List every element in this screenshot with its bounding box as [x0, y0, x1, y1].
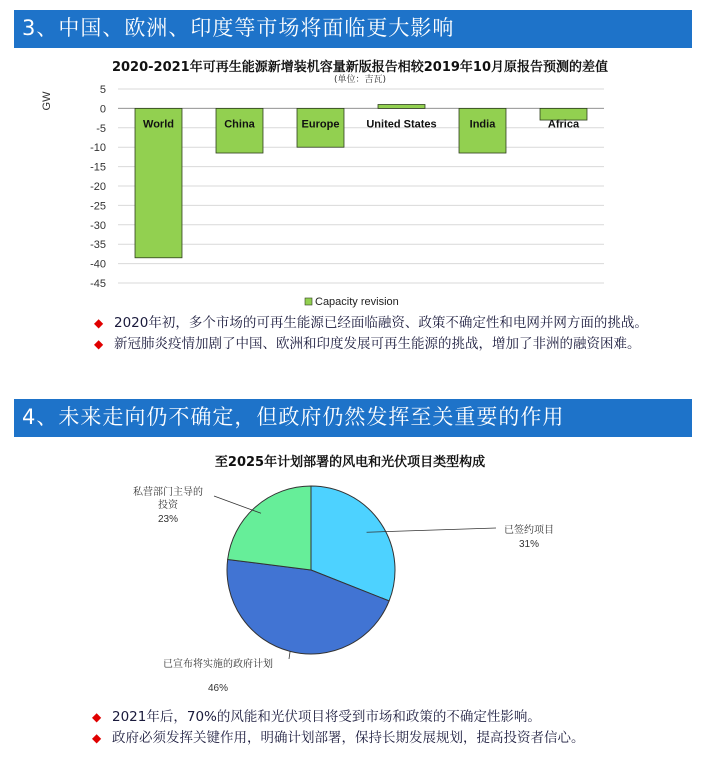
section-4-bullets — [92, 709, 652, 751]
y-tick-label: -5 — [96, 122, 106, 135]
pie-value-label: 46% — [207, 683, 229, 694]
y-tick-label: -35 — [90, 239, 106, 252]
section-3-title: 3、中国、欧洲、印度等市场将面临更大影响 — [22, 16, 455, 40]
bullet-text: 2021年后，70%的风能和光伏项目将受到市场和政策的不确定性影响。 — [112, 709, 541, 725]
y-tick-label: -20 — [90, 181, 106, 193]
pie-value-label: 23% — [157, 514, 179, 525]
bar-chart-subtitle: (单位：吉瓦) — [333, 75, 387, 85]
y-axis-label: GW — [41, 91, 53, 111]
pie-label: 已签约项目 — [504, 525, 554, 536]
pie-label: 私营部门主导的 — [133, 487, 203, 498]
pie-label: 已宣布将实施的政府计划 — [163, 659, 273, 670]
leader-line — [289, 651, 290, 659]
bar-chart-title: 2020-2021年可再生能源新增装机容量新版报告相较2019年10月原报告预测的差值 — [111, 60, 609, 75]
y-tick-label: 5 — [99, 84, 106, 96]
y-tick-label: -40 — [90, 258, 106, 271]
y-tick-label: 0 — [99, 103, 106, 116]
bar — [216, 108, 263, 153]
diamond-bullet-icon: ◆ — [92, 731, 102, 745]
y-tick-label: -15 — [90, 161, 106, 174]
bullet-text: 2020年初，多个市场的可再生能源已经面临融资、政策不确定性和电网并网方面的挑战。 — [114, 315, 648, 331]
category-label: World — [143, 118, 174, 131]
bar-chart — [0, 0, 703, 320]
diamond-bullet-icon: ◆ — [94, 337, 104, 351]
bullet-text: 新冠肺炎疫情加剧了中国、欧洲和印度发展可再生能源的挑战，增加了非洲的融资困难。 — [114, 336, 641, 352]
leader-line — [214, 496, 261, 513]
pie-slice — [227, 559, 389, 654]
pie-slice — [228, 486, 311, 570]
section-4-title: 4、未来走向仍不确定，但政府仍然发挥至关重要的作用 — [22, 405, 565, 429]
pie-slice — [311, 486, 395, 601]
bullet-item — [94, 336, 654, 353]
pie-value-label: 31% — [518, 539, 540, 550]
bar — [135, 108, 182, 257]
category-label: India — [469, 118, 496, 131]
legend-label: Capacity revision — [315, 296, 399, 308]
legend-swatch — [305, 298, 312, 305]
y-tick-label: -30 — [90, 219, 106, 232]
diamond-bullet-icon: ◆ — [92, 710, 102, 724]
bullet-text: 政府必须发挥关键作用，明确计划部署，保持长期发展规划，提高投资者信心。 — [112, 730, 585, 746]
diamond-bullet-icon: ◆ — [94, 316, 104, 330]
category-label: Europe — [301, 118, 340, 131]
category-label: Africa — [547, 118, 580, 131]
bullet-item — [92, 709, 652, 726]
bullet-item — [92, 730, 652, 747]
section-3-bullets — [94, 315, 654, 357]
pie-chart-title: 至2025年计划部署的风电和光伏项目类型构成 — [214, 455, 486, 470]
bar — [459, 108, 506, 153]
category-label: China — [224, 118, 255, 131]
bullet-item — [94, 315, 654, 332]
y-tick-label: -45 — [90, 278, 106, 290]
pie-label: 投资 — [158, 500, 178, 511]
section-4-banner — [14, 399, 692, 437]
category-label: United States — [366, 118, 437, 131]
bar — [378, 105, 425, 109]
leader-line — [367, 528, 496, 532]
y-tick-label: -25 — [90, 200, 106, 213]
y-tick-label: -10 — [90, 142, 106, 155]
